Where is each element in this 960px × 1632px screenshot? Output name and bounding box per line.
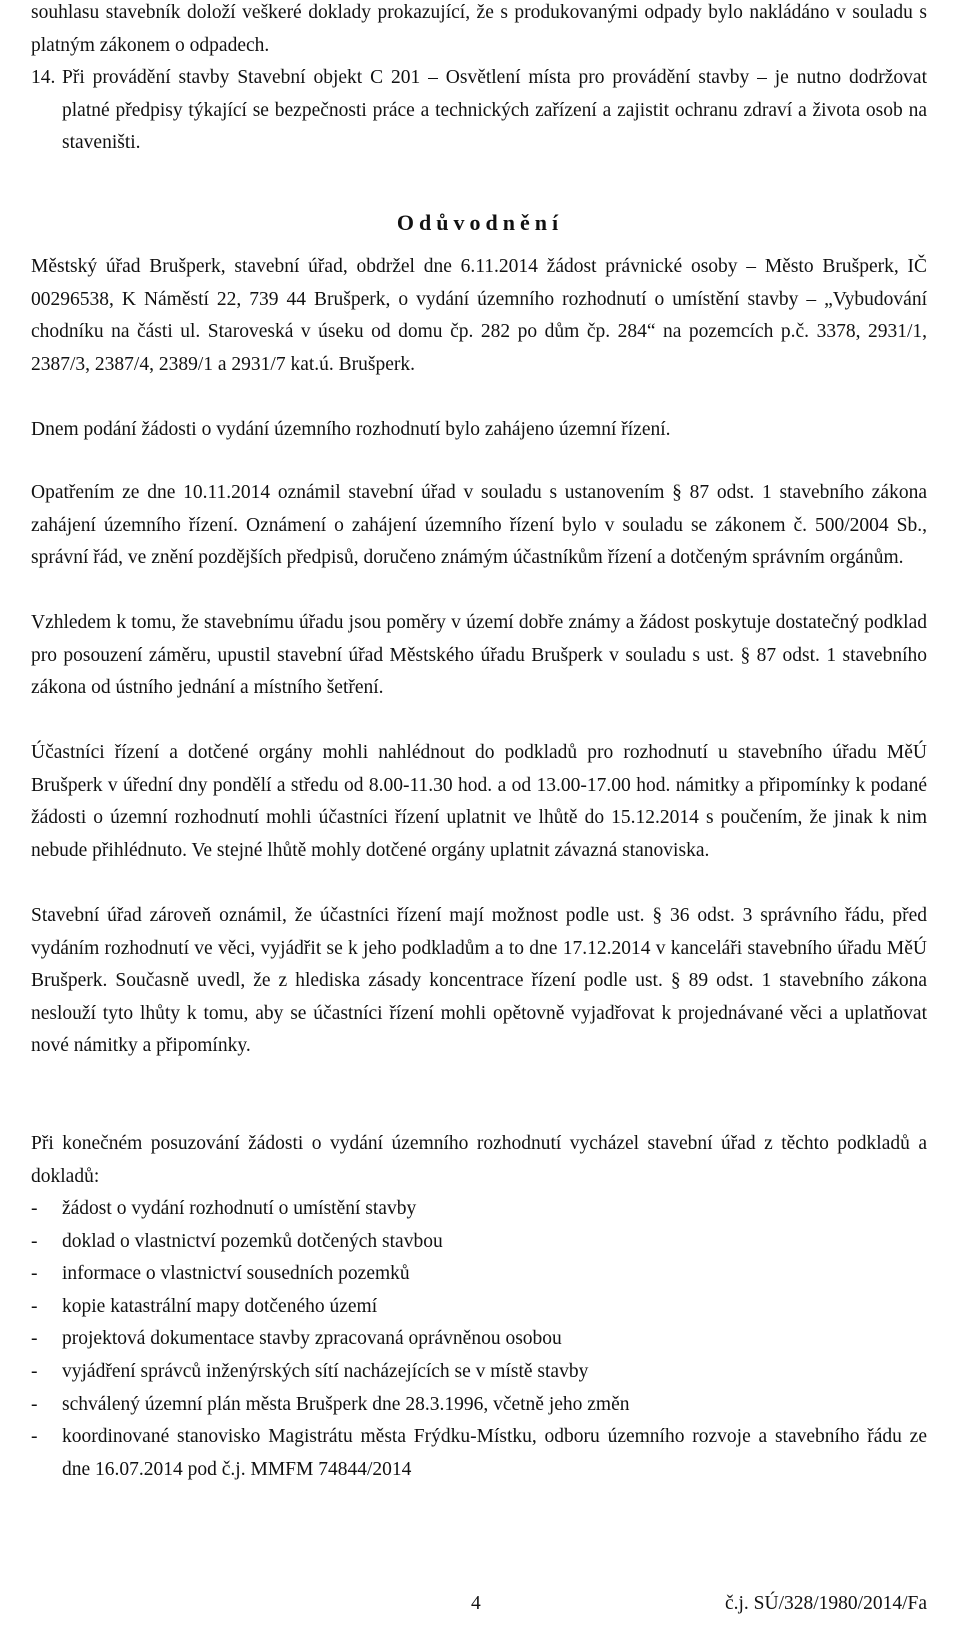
list-item bbox=[31, 1389, 927, 1422]
list-dash: - bbox=[31, 1328, 38, 1350]
paragraph-commencement bbox=[31, 414, 927, 447]
list-dash: - bbox=[31, 1230, 38, 1252]
list-item-text: koordinované stanovisko Magistrátu města Frýdku-Místku, odboru územního rozvoje a stavebního řádu ze dne 16.07.2014 pod č.j. MMFM 74844/2014 bbox=[62, 1426, 927, 1480]
paragraph-text: Opatřením ze dne 10.11.2014 oznámil stavební úřad v souladu s ustanovením § 87 odst. 1 stavebního zákona zahájení územního řízení. Oznámení o zahájení územního řízení bylo v souladu se zákonem č. 500/2004 Sb., správní řád, ve znění pozdějších předpisů, doručeno známým účastníkům řízení a dotčeným správním orgánům. bbox=[31, 482, 927, 569]
list-dash: - bbox=[31, 1198, 38, 1219]
list-item bbox=[31, 1226, 927, 1259]
paragraph-announcement bbox=[31, 900, 927, 1063]
list-item bbox=[31, 1323, 927, 1356]
list-dash: - bbox=[31, 1263, 38, 1285]
list-dash: - bbox=[31, 1426, 38, 1448]
list-item-text: kopie katastrální mapy dotčeného území bbox=[62, 1295, 378, 1317]
reference-number: č.j. SÚ/328/1980/2014/Fa bbox=[724, 1593, 927, 1614]
condition-item-14 bbox=[31, 62, 927, 160]
paragraph-request bbox=[31, 251, 927, 381]
item-number: 14. bbox=[31, 67, 56, 88]
list-dash: - bbox=[31, 1360, 38, 1382]
documents-section bbox=[31, 1128, 927, 1480]
paragraph-notification bbox=[31, 477, 927, 575]
list-item-text: doklad o vlastnictví pozemků dotčených stavbou bbox=[62, 1230, 443, 1252]
paragraph-text: Vzhledem k tomu, že stavebnímu úřadu jsou poměry v území dobře známy a žádost poskytuje dostatečný podklad pro posouzení záměru, upustil stavební úřad Městského úřadu Brušperk v souladu s ust. § 87 odst. 1 stavebního zákona od ústního jednání a místního šetření. bbox=[31, 612, 927, 699]
paragraph-text: Městský úřad Brušperk, stavební úřad, obdržel dne 6.11.2014 žádost právnické osoby – Město Brušperk, IČ 00296538, K Náměstí 22, 739 44 Brušperk, o vydání územního rozhodnutí o umístění stavby – „Vybudování chodníku na části ul. Staroveská v úseku od domu čp. 282 po dům čp. 284“ na pozemcích p.č. 3378, 2931/1, 2387/3, 2387/4, 2389/1 a 2931/7 kat.ú. Brušperk. bbox=[31, 256, 927, 375]
page-number: 4 bbox=[471, 1593, 481, 1614]
paragraph-participants bbox=[31, 737, 927, 867]
documents-list bbox=[31, 1193, 927, 1486]
paragraph-text: Dnem podání žádosti o vydání územního rozhodnutí bylo zahájeno územní řízení. bbox=[31, 419, 671, 440]
section-heading: Odůvodnění bbox=[396, 210, 564, 235]
continuation-paragraph bbox=[31, 0, 927, 62]
list-dash: - bbox=[31, 1393, 38, 1415]
paragraph-text: Při konečném posuzování žádosti o vydání územního rozhodnutí vycházel stavební úřad z těchto podkladů a dokladů: bbox=[31, 1133, 927, 1187]
list-item bbox=[31, 1258, 927, 1291]
list-item-text: žádost o vydání rozhodnutí o umístění stavby bbox=[62, 1198, 417, 1219]
list-item-text: vyjádření správců inženýrských sítí nacházejících se v místě stavby bbox=[62, 1360, 589, 1382]
list-dash: - bbox=[31, 1295, 38, 1317]
list-item bbox=[31, 1193, 927, 1226]
list-item-text: informace o vlastnictví sousedních pozemků bbox=[62, 1263, 410, 1285]
item-text: Při provádění stavby Stavební objekt C 201 – Osvětlení místa pro provádění stavby – je nutno dodržovat platné předpisy týkající se bezpečnosti práce a technických zařízení a zajistit ochranu zdraví a života osob na staveništi. bbox=[62, 67, 927, 154]
paragraph-waiver bbox=[31, 607, 927, 705]
paragraph-text: souhlasu stavebník doloží veškeré doklady prokazující, že s produkovanými odpady bylo nakládáno v souladu s platným zákonem o odpadech. bbox=[31, 2, 927, 56]
paragraph-text: Účastníci řízení a dotčené orgány mohli nahlédnout do podkladů pro rozhodnutí u stavebního úřadu MěÚ Brušperk v úřední dny pondělí a středu od 8.00-11.30 hod. a od 13.00-17.00 hod. námitky a připomínky k podané žádosti o územní rozhodnutí mohli účastníci řízení uplatnit ve lhůtě do 15.12.2014 s poučením, že jinak k nim nebude přihlédnuto. Ve stejné lhůtě mohly dotčené orgány uplatnit závazná stanoviska. bbox=[31, 742, 927, 861]
list-item bbox=[31, 1356, 927, 1389]
list-item-text: projektová dokumentace stavby zpracovaná oprávněnou osobou bbox=[62, 1328, 562, 1350]
paragraph-text: Stavební úřad zároveň oznámil, že účastníci řízení mají možnost podle ust. § 36 odst. 3 správního řádu, před vydáním rozhodnutí ve věci, vyjádřit se k jeho podkladům a to dne 17.12.2014 v kanceláři stavebního úřadu MěÚ Brušperk. Současně uvedl, že z hlediska zásady koncentrace řízení podle ust. § 89 odst. 1 stavebního zákona neslouží tyto lhůty k tomu, aby se účastníci řízení mohli opětovně vyjadřovat k projednávané věci a uplatňovat nové námitky a připomínky. bbox=[31, 905, 927, 1057]
list-item-text: schválený územní plán města Brušperk dne 28.3.1996, včetně jeho změn bbox=[62, 1393, 630, 1415]
list-item bbox=[31, 1291, 927, 1324]
list-item bbox=[31, 1421, 927, 1486]
